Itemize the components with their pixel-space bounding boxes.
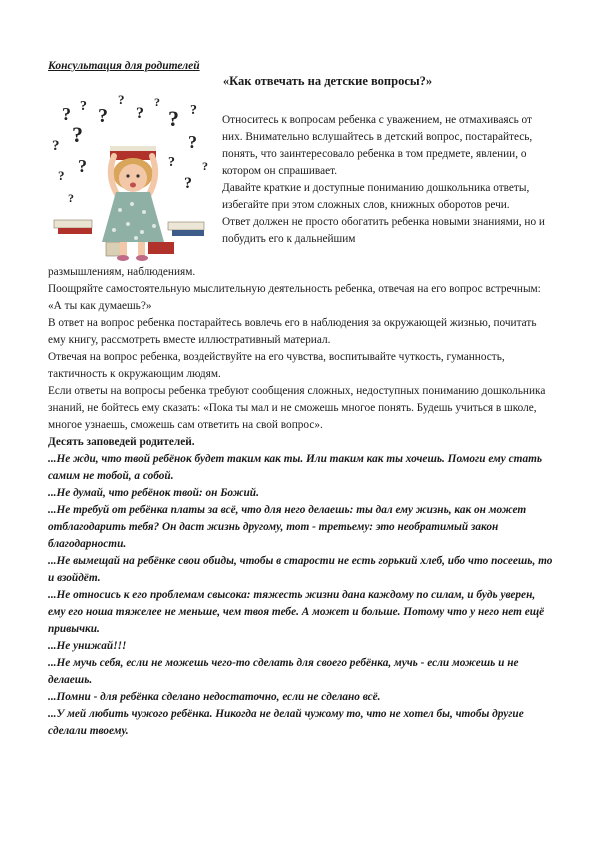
header-label: Консультация для родителей	[48, 60, 200, 72]
svg-text:?: ?	[80, 99, 87, 114]
body-paragraph: Если ответы на вопросы ребенка требуют сообщения сложных, недоступных пониманию дошкольника знаний, не бойтесь ему сказать: «Пока ты мал и не сможешь многое понять. Будешь учиться в школе, многое узнаешь, сможешь сам ответить на свой вопрос».	[48, 385, 546, 431]
svg-text:?: ?	[188, 132, 197, 152]
commandment-item: ...Не думай, что ребёнок твой: он Божий.	[48, 487, 259, 499]
svg-text:?: ?	[62, 104, 71, 124]
svg-text:?: ?	[72, 122, 83, 147]
girl-with-question-marks-illustration	[48, 92, 216, 264]
svg-text:?: ?	[78, 156, 87, 176]
svg-text:?: ?	[68, 191, 74, 205]
commandment-item: ...У мей любить чужого ребёнка. Никогда не делай чужому то, что не хотел бы, чтобы другие сделали твоему.	[48, 708, 524, 737]
commandment-item: ...Не вымещай на ребёнке свои обиды, чтобы в старости не есть горький хлеб, ибо что посеешь, то и взойдёт.	[48, 555, 553, 584]
svg-text:?: ?	[202, 159, 208, 173]
svg-text:?: ?	[184, 175, 192, 192]
page-title: «Как отвечать на детские вопросы?»	[222, 74, 433, 88]
svg-text:?: ?	[118, 92, 125, 107]
commandment-item: ...Помни - для ребёнка сделано недостаточно, если не сделано всё.	[48, 691, 381, 703]
svg-text:?: ?	[58, 168, 65, 183]
body-paragraph: Поощряйте самостоятельную мыслительную деятельность ребенка, отвечая на его вопрос встречным: «А ты как думаешь?»	[48, 283, 541, 312]
commandment-item: ...Не мучь себя, если не можешь чего-то сделать для своего ребёнка, мучь - если можешь и не делаешь.	[48, 657, 519, 686]
svg-text:?: ?	[190, 103, 197, 118]
svg-text:?: ?	[154, 95, 160, 109]
commandment-item: ...Не требуй от ребёнка платы за всё, что для него делаешь: ты дал ему жизнь, как он может отблагодарить тебя? Он даст жизнь другому, тот - третьему: это необратимый закон благодарности.	[48, 504, 527, 550]
intro-text	[222, 112, 552, 248]
intro-paragraph: Относитесь к вопросам ребенка с уважением, не отмахиваясь от них. Внимательно вслушайтесь в детский вопрос, постарайтесь, понять, что заинтересовало ребенка в том предмете, явлении, о котором он спрашивает.	[222, 114, 533, 177]
body-paragraph: Отвечая на вопрос ребенка, воздействуйте на его чувства, воспитывайте чуткость, гуманность, тактичность к окружающим людям.	[48, 351, 505, 380]
svg-text:?: ?	[168, 106, 179, 131]
body-paragraph: В ответ на вопрос ребенка постарайтесь вовлечь его в наблюдения за окружающей жизнью, почитать ему книгу, рассмотреть вместе иллюстративный материал.	[48, 317, 537, 346]
commandment-item: ...Не относись к его проблемам свысока: тяжесть жизни дана каждому по силам, и будь уверен, ему его ноша тяжелее не меньше, чем твоя тебе. А может и больше. Потому что у него нет ещё привычки.	[48, 589, 545, 635]
svg-text:?: ?	[98, 105, 108, 127]
intro-paragraph: Давайте краткие и доступные пониманию дошкольника ответы, избегайте при этом сложных слов, книжных оборотов речи.	[222, 182, 530, 211]
svg-text:?: ?	[52, 138, 60, 154]
svg-text:?: ?	[168, 155, 175, 170]
body-paragraph: размышлениям, наблюдениям.	[48, 266, 196, 278]
intro-paragraph: Ответ должен не просто обогатить ребенка новыми знаниями, но и побудить его к дальнейшим	[222, 216, 545, 245]
commandments-title: Десять заповедей родителей.	[48, 436, 195, 448]
svg-text:?: ?	[136, 105, 144, 122]
commandment-item: ...Не унижай!!!	[48, 640, 127, 652]
body-text	[48, 264, 553, 740]
commandment-item: ...Не жди, что твой ребёнок будет таким как ты. Или таким как ты хочешь. Помоги ему стать самим не тобой, а собой.	[48, 453, 543, 482]
